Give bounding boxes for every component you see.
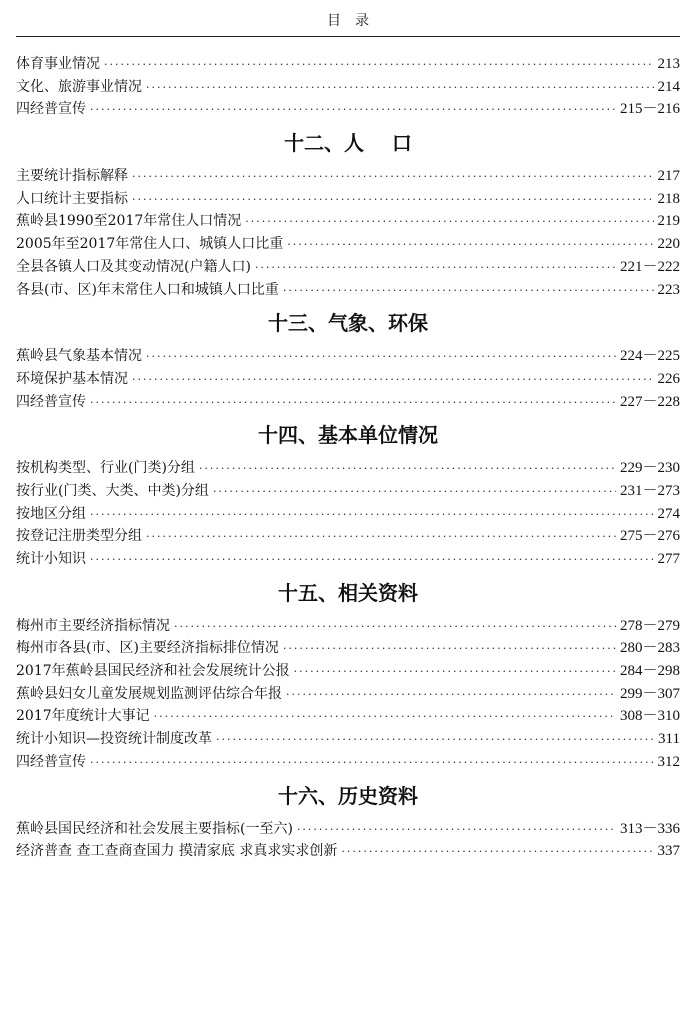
section-heading-weather-environment: 十三、气象、环保 [268,311,428,336]
toc-entry-page: 215－216 [619,101,680,118]
dot-leader [132,189,654,212]
toc-entry-title: 四经普宣传 [16,753,86,770]
toc-entry[interactable] [16,525,680,548]
toc-entry-page: 274 [657,505,680,522]
dot-leader [90,99,616,122]
toc-entry-title: 主要统计指标解释 [16,168,128,185]
toc-entry[interactable] [16,53,680,76]
toc-entry-page: 275－276 [619,528,680,545]
toc-entry-page: 221－222 [619,258,680,275]
section-heading-related-materials: 十五、相关资料 [278,580,418,605]
toc-entry-title: 蕉岭县国民经济和社会发展主要指标(一至六) [16,820,293,837]
toc-entry[interactable] [16,660,680,683]
toc-entry[interactable] [16,840,680,863]
toc-entry[interactable] [16,705,680,728]
dot-leader [286,684,616,707]
toc-entry-page: 224－225 [619,348,680,365]
toc-entry[interactable] [16,728,680,751]
toc-entry-page: 312 [657,753,680,770]
toc-entry[interactable] [16,165,680,188]
dot-leader [283,280,654,303]
toc-entry-title: 统计小知识—投资统计制度改革 [16,731,212,748]
toc-entry[interactable] [16,368,680,391]
toc-entry-page: 218 [657,190,680,207]
dot-leader [132,369,654,392]
toc-entry[interactable] [16,279,680,302]
dot-leader [283,638,616,661]
toc-entry-page: 223 [657,281,680,298]
toc-entry-title: 按机构类型、行业(门类)分组 [16,460,195,477]
toc-entry-title: 文化、旅游事业情况 [16,78,142,95]
toc-entry[interactable] [16,615,680,638]
toc-entry[interactable] [16,233,680,256]
header-title: 目录 [327,13,383,29]
toc-entry[interactable] [16,457,680,480]
toc-entry[interactable] [16,548,680,571]
toc-entry[interactable] [16,256,680,279]
dot-leader [132,166,654,189]
toc-entry[interactable] [16,98,680,121]
toc-entry-title: 体育事业情况 [16,56,100,72]
toc-entry-title: 按行业(门类、大类、中类)分组 [16,482,209,499]
toc-entry[interactable] [16,188,680,211]
toc-entry-title: 2005年至2017年常住人口、城镇人口比重 [16,236,284,253]
toc-entry[interactable] [16,391,680,414]
toc-entry-title: 2017年蕉岭县国民经济和社会发展统计公报 [16,663,290,680]
toc-page [16,0,680,863]
toc-entry-title: 2017年度统计大事记 [16,708,150,725]
toc-entry[interactable] [16,818,680,841]
dot-leader [90,392,616,415]
dot-leader [297,819,616,842]
running-header [16,0,680,37]
toc-entry-title: 各县(市、区)年末常住人口和城镇人口比重 [16,281,279,298]
toc-entry-page: 299－307 [619,685,680,702]
toc-entry[interactable] [16,210,680,233]
toc-entry[interactable] [16,345,680,368]
toc-entry-page: 231－273 [619,482,680,499]
toc-entry-title: 全县各镇人口及其变动情况(户籍人口) [16,258,251,275]
toc-entry[interactable] [16,751,680,774]
toc-entry-page: 313－336 [619,820,680,837]
toc-entry-title: 人口统计主要指标 [16,190,128,207]
toc-entry-page: 308－310 [619,708,680,725]
toc-entry-page: 220 [657,236,680,253]
toc-entry-title: 四经普宣传 [16,393,86,410]
dot-leader [199,458,616,481]
dot-leader [245,211,653,234]
section-heading-population: 十二、人 口 [284,131,412,156]
toc-entry-page: 278－279 [619,617,680,634]
dot-leader [146,526,616,549]
toc-entry-title: 四经普宣传 [16,101,86,118]
toc-entry[interactable] [16,683,680,706]
dot-leader [213,481,616,504]
toc-entry[interactable] [16,637,680,660]
toc-entry-page: 311 [658,731,680,748]
toc-entry-page: 227－228 [619,393,680,410]
dot-leader [216,729,654,752]
dot-leader [90,752,654,775]
section-heading-basic-units: 十四、基本单位情况 [258,423,438,448]
dot-leader [174,616,616,639]
dot-leader [341,841,653,864]
toc-entry-page: 280－283 [619,640,680,657]
toc-entry[interactable] [16,503,680,526]
toc-content [16,37,680,863]
toc-entry-page: 217 [657,168,680,185]
dot-leader [146,346,616,369]
toc-entry-title: 梅州市主要经济指标情况 [16,617,170,634]
toc-entry-page: 213 [657,56,680,72]
toc-entry-page: 229－230 [619,460,680,477]
toc-entry-title: 梅州市各县(市、区)主要经济指标排位情况 [16,640,279,657]
dot-leader [90,504,654,527]
toc-entry-title: 经济普查 查工查商查国力 摸清家底 求真求实求创新 [16,843,338,860]
toc-entry[interactable] [16,76,680,99]
toc-entry-title: 按登记注册类型分组 [16,528,142,545]
dot-leader [255,257,616,280]
toc-entry-page: 214 [657,78,680,95]
toc-entry-page: 277 [657,551,680,567]
dot-leader [90,549,654,572]
toc-entry-title: 蕉岭县妇女儿童发展规划监测评估综合年报 [16,685,282,702]
toc-entry[interactable] [16,480,680,503]
section-heading-historical-materials: 十六、历史资料 [278,783,418,808]
dot-leader [146,77,654,100]
dot-leader [294,661,616,684]
dot-leader [104,54,654,77]
toc-entry-page: 337 [657,843,680,860]
toc-entry-page: 226 [657,370,680,387]
toc-entry-title: 环境保护基本情况 [16,370,128,387]
dot-leader [287,234,653,257]
dot-leader [154,706,616,729]
toc-entry-title: 统计小知识 [16,551,86,567]
toc-entry-page: 284－298 [619,663,680,680]
toc-entry-title: 蕉岭县1990至2017年常住人口情况 [16,213,242,230]
toc-entry-title: 按地区分组 [16,505,86,522]
toc-entry-page: 219 [657,213,680,230]
toc-entry-title: 蕉岭县气象基本情况 [16,348,142,365]
